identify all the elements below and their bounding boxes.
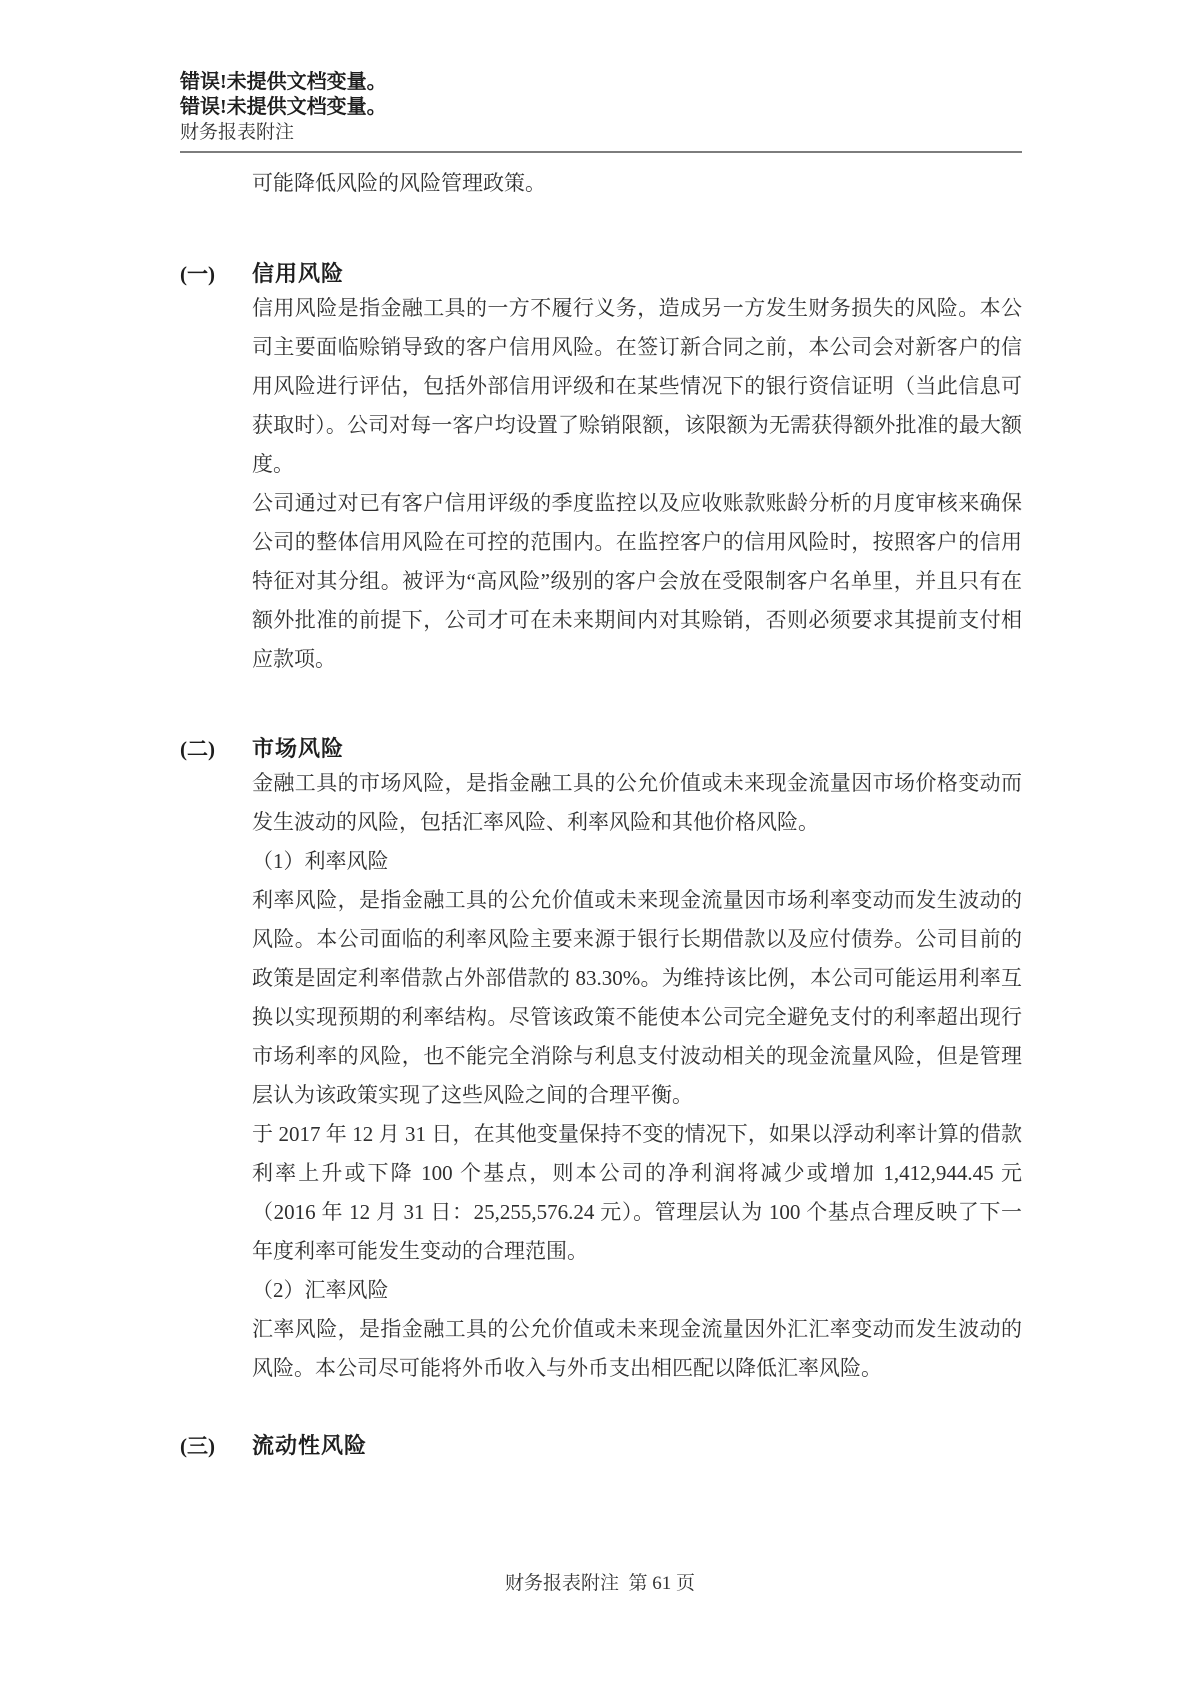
- section-number: (二): [180, 737, 215, 761]
- market-risk-paragraph-1: 金融工具的市场风险，是指金融工具的公允价值或未来现金流量因市场价格变动而发生波动的风险，包括汇率风险、利率风险和其他价格风险。: [252, 771, 1022, 834]
- header-error-line-1: 错误!未提供文档变量。: [180, 71, 387, 93]
- section-liquidity-risk-heading: [180, 1431, 1022, 1461]
- interest-rate-risk-label: （1）利率风险: [252, 849, 389, 873]
- header-error-line-2: 错误!未提供文档变量。: [180, 96, 387, 118]
- section-title: 流动性风险: [252, 1433, 368, 1458]
- section-number: (三): [180, 1434, 215, 1458]
- header-doc-title: 财务报表附注: [180, 122, 295, 143]
- section-market-risk-heading: [180, 734, 1022, 764]
- intro-paragraph: 可能降低风险的风险管理政策。: [252, 171, 546, 195]
- interest-rate-risk-paragraph-1: 利率风险，是指金融工具的公允价值或未来现金流量因市场利率变动而发生波动的风险。本公司面临的利率风险主要来源于银行长期借款以及应付债券。公司目前的政策是固定利率借款占外部借款的 83.30%。为维持该比例，本公司可能运用利率互换以实现预期的利率结构。尽管该政策不能使本公司完全避免支付的利率超出现行市场利率的风险，也不能完全消除与利息支付波动相关的现金流量风险，但是管理层认为该政策实现了这些风险之间的合理平衡。: [252, 888, 1022, 1107]
- section-title: 市场风险: [252, 736, 345, 761]
- page-footer: 财务报表附注 第 61 页: [504, 1573, 695, 1594]
- credit-risk-paragraph-2: 公司通过对已有客户信用评级的季度监控以及应收账款账龄分析的月度审核来确保公司的整体信用风险在可控的范围内。在监控客户的信用风险时，按照客户的信用特征对其分组。被评为“高风险”级别的客户会放在受限制客户名单里，并且只有在额外批准的前提下，公司才可在未来期间内对其赊销，否则必须要求其提前支付相应款项。: [252, 491, 1022, 671]
- document-body: [180, 160, 1022, 1461]
- section-title: 信用风险: [252, 261, 345, 286]
- interest-rate-risk-paragraph-2: 于 2017 年 12 月 31 日，在其他变量保持不变的情况下，如果以浮动利率计算的借款利率上升或下降 100 个基点，则本公司的净利润将减少或增加 1,412,944.45 元（2016 年 12 月 31 日：25,255,576.24 元）。管理层认为 100 个基点合理反映了下一年度利率可能发生变动的合理范围。: [252, 1122, 1022, 1263]
- exchange-rate-risk-paragraph-1: 汇率风险，是指金融工具的公允价值或未来现金流量因外汇汇率变动而发生波动的风险。本公司尽可能将外币收入与外币支出相匹配以降低汇率风险。: [252, 1317, 1022, 1380]
- exchange-rate-risk-label: （2）汇率风险: [252, 1278, 389, 1302]
- section-credit-risk-heading: [180, 259, 1022, 289]
- page-header: [180, 70, 1022, 153]
- credit-risk-paragraph-1: 信用风险是指金融工具的一方不履行义务，造成另一方发生财务损失的风险。本公司主要面临赊销导致的客户信用风险。在签订新合同之前，本公司会对新客户的信用风险进行评估，包括外部信用评级和在某些情况下的银行资信证明（当此信息可获取时）。公司对每一客户均设置了赊销限额，该限额为无需获得额外批准的最大额度。: [252, 296, 1022, 476]
- section-number: (一): [180, 262, 215, 286]
